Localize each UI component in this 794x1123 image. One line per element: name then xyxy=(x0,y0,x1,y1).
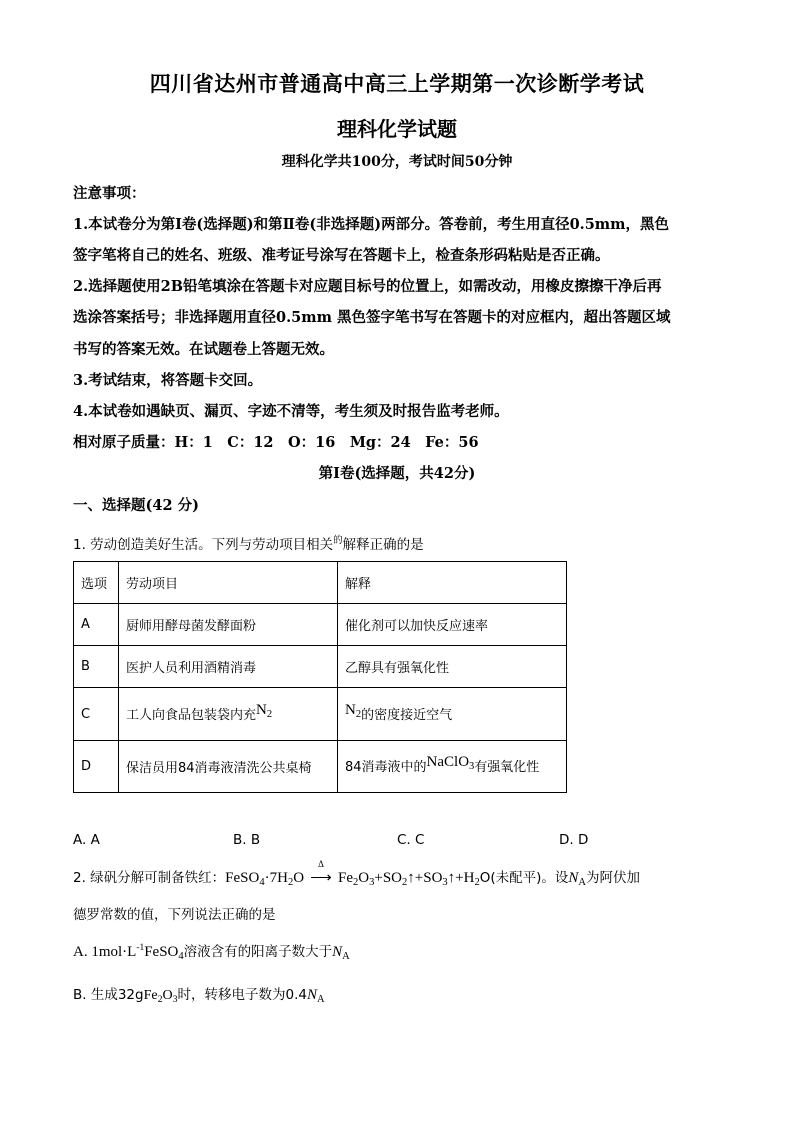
row-d-task: 保洁员用84消毒液清洗公共桌椅 xyxy=(119,741,338,793)
note-2-line-3: 书写的答案无效。在试题卷上答题无效。 xyxy=(73,341,334,358)
row-d-option: D xyxy=(74,741,119,793)
question-1-table xyxy=(73,561,567,793)
na-n: N xyxy=(307,987,318,1003)
table-row xyxy=(74,646,567,688)
formula-sub: 3 xyxy=(172,994,178,1005)
row-a-explain: 催化剂可以加快反应速率 xyxy=(338,604,567,646)
eq-water: ·7H xyxy=(264,870,288,886)
row-b-explain: 乙醇具有强氧化性 xyxy=(338,646,567,688)
formula-o: O xyxy=(162,988,173,1003)
q1-stem-tail: 解释正确的是 xyxy=(342,537,424,553)
eq-sub: 3 xyxy=(442,877,448,888)
question-2-stem xyxy=(73,859,640,888)
formula-n: N xyxy=(345,701,356,718)
eq-p1-o: O xyxy=(358,870,370,886)
section-title: 第Ⅰ卷(选择题，共42分) xyxy=(318,465,476,482)
row-c-explain xyxy=(338,688,567,741)
eq-sub: 2 xyxy=(287,877,294,888)
row-c-explain-text: 的密度接近空气 xyxy=(361,707,453,723)
formula-feso4: FeSO xyxy=(144,944,179,960)
row-b-option: B xyxy=(74,646,119,688)
eq-p2: +SO xyxy=(374,870,403,886)
atomic-mass-line: 相对原子质量：H：1 C：12 O：16 Mg：24 Fe：56 xyxy=(73,434,479,451)
table-row xyxy=(74,741,567,793)
row-c-task-formula xyxy=(256,702,272,718)
formula-sub: 4 xyxy=(178,951,184,962)
eq-sub: 4 xyxy=(259,877,265,888)
q2-option-a[interactable] xyxy=(73,940,350,962)
table-header-task: 劳动项目 xyxy=(119,562,338,604)
choice-d[interactable]: D. D xyxy=(559,832,589,848)
reaction-arrow-icon: Δ ⟶ xyxy=(304,868,338,887)
na-sub: A xyxy=(342,951,350,962)
eq-sub: 2 xyxy=(474,877,480,888)
q1-stem-mark: 的 xyxy=(333,535,343,546)
table-header-explain: 解释 xyxy=(338,562,567,604)
q2-equation xyxy=(225,859,480,888)
notes-heading: 注意事项： xyxy=(73,185,146,202)
question-1-stem xyxy=(73,532,424,553)
avogadro-symbol xyxy=(332,944,350,960)
opt-a-sup: -1 xyxy=(136,943,145,953)
opt-b-post: 时，转移电子数为0.4 xyxy=(177,987,308,1003)
row-d-explain-post: 有强氧化性 xyxy=(474,760,540,775)
row-b-task: 医护人员利用酒精消毒 xyxy=(119,646,338,688)
table-header-option: 选项 xyxy=(74,562,119,604)
choice-c[interactable]: C. C xyxy=(397,832,425,848)
na-n: N xyxy=(332,944,343,960)
row-d-explain xyxy=(338,741,567,793)
formula-sub: 2 xyxy=(157,994,163,1005)
avogadro-symbol xyxy=(307,987,325,1003)
opt-b-formula xyxy=(144,988,178,1003)
row-c-option: C xyxy=(74,688,119,741)
q2-stem-tail: 为阿伏加 xyxy=(585,870,640,886)
exam-info: 理科化学共100分，考试时间50分钟 xyxy=(281,154,513,170)
eq-sub: 2 xyxy=(353,877,359,888)
note-3: 3.考试结束，将答题卡交回。 xyxy=(73,372,263,389)
formula-sub: 2 xyxy=(266,708,273,720)
opt-b-pre: B. 生成32g xyxy=(73,987,144,1003)
formula-naclo: NaClO xyxy=(426,754,470,770)
table-header-row xyxy=(74,562,567,604)
formula-sub: 3 xyxy=(469,761,475,772)
row-d-explain-formula xyxy=(427,754,475,770)
heat-symbol: Δ xyxy=(318,859,324,869)
part-title: 一、选择题(42 分) xyxy=(73,497,199,514)
note-2-line-1: 2.选择题使用2B铅笔填涂在答题卡对应题目标号的位置上，如需改动，用橡皮擦擦干净后再 xyxy=(73,278,662,295)
eq-o: O xyxy=(293,870,305,886)
opt-a-post: 溶液含有的阳离子数大于 xyxy=(183,944,333,960)
note-4: 4.本试卷如遇缺页、漏页、字迹不清等，考生须及时报告监考老师。 xyxy=(73,403,509,420)
formula-sub: 2 xyxy=(355,708,362,720)
opt-a-formula xyxy=(144,944,183,960)
exam-subtitle: 理科化学试题 xyxy=(337,117,457,141)
note-2-line-2: 选涂答案括号；非选择题用直径0.5mm 黑色签字笔书写在答题卡的对应框内，超出答题区域 xyxy=(73,309,671,326)
row-c-explain-formula xyxy=(345,702,361,718)
question-2-stem-line-2: 德罗常数的值，下列说法正确的是 xyxy=(73,907,276,923)
row-a-option: A xyxy=(74,604,119,646)
choice-a[interactable]: A. A xyxy=(73,832,100,848)
note-1-line-1: 1.本试卷分为第Ⅰ卷(选择题)和第Ⅱ卷(非选择题)两部分。答卷前，考生用直径0.5mm，黑色 xyxy=(73,216,669,233)
choice-b[interactable]: B. B xyxy=(233,832,261,848)
q1-stem-text: 1. 劳动创造美好生活。下列与劳动项目相关 xyxy=(73,537,334,553)
avogadro-symbol xyxy=(568,870,586,886)
eq-sub: 3 xyxy=(369,877,375,888)
note-1-line-2: 签字笔将自己的姓名、班级、准考证号涂写在答题卡上，检查条形码粘贴是否正确。 xyxy=(73,247,610,264)
row-d-explain-pre: 84消毒液中的 xyxy=(345,760,427,775)
na-n: N xyxy=(568,870,579,886)
row-a-task: 厨师用酵母菌发酵面粉 xyxy=(119,604,338,646)
opt-a-pre: A. 1mol·L xyxy=(73,944,137,960)
na-sub: A xyxy=(578,877,586,888)
exam-title: 四川省达州市普通高中高三上学期第一次诊断学考试 xyxy=(149,71,645,96)
q2-eq-tail: O(未配平)。设 xyxy=(479,870,569,886)
eq-p4: ↑+H xyxy=(447,870,475,886)
eq-p1: Fe xyxy=(338,870,354,886)
formula-fe: Fe xyxy=(143,988,158,1003)
na-sub: A xyxy=(317,994,325,1005)
row-c-task xyxy=(119,688,338,741)
table-row xyxy=(74,688,567,741)
row-c-task-text: 工人向食品包装袋内充 xyxy=(126,707,257,723)
q2-stem-pre: 2. 绿矾分解可制备铁红： xyxy=(73,870,226,886)
eq-reactant: FeSO xyxy=(225,870,260,886)
eq-sub: 2 xyxy=(402,877,408,888)
table-row xyxy=(74,604,567,646)
q2-option-b[interactable] xyxy=(73,983,325,1005)
eq-p3: ↑+SO xyxy=(407,870,443,886)
formula-n: N xyxy=(256,701,267,718)
